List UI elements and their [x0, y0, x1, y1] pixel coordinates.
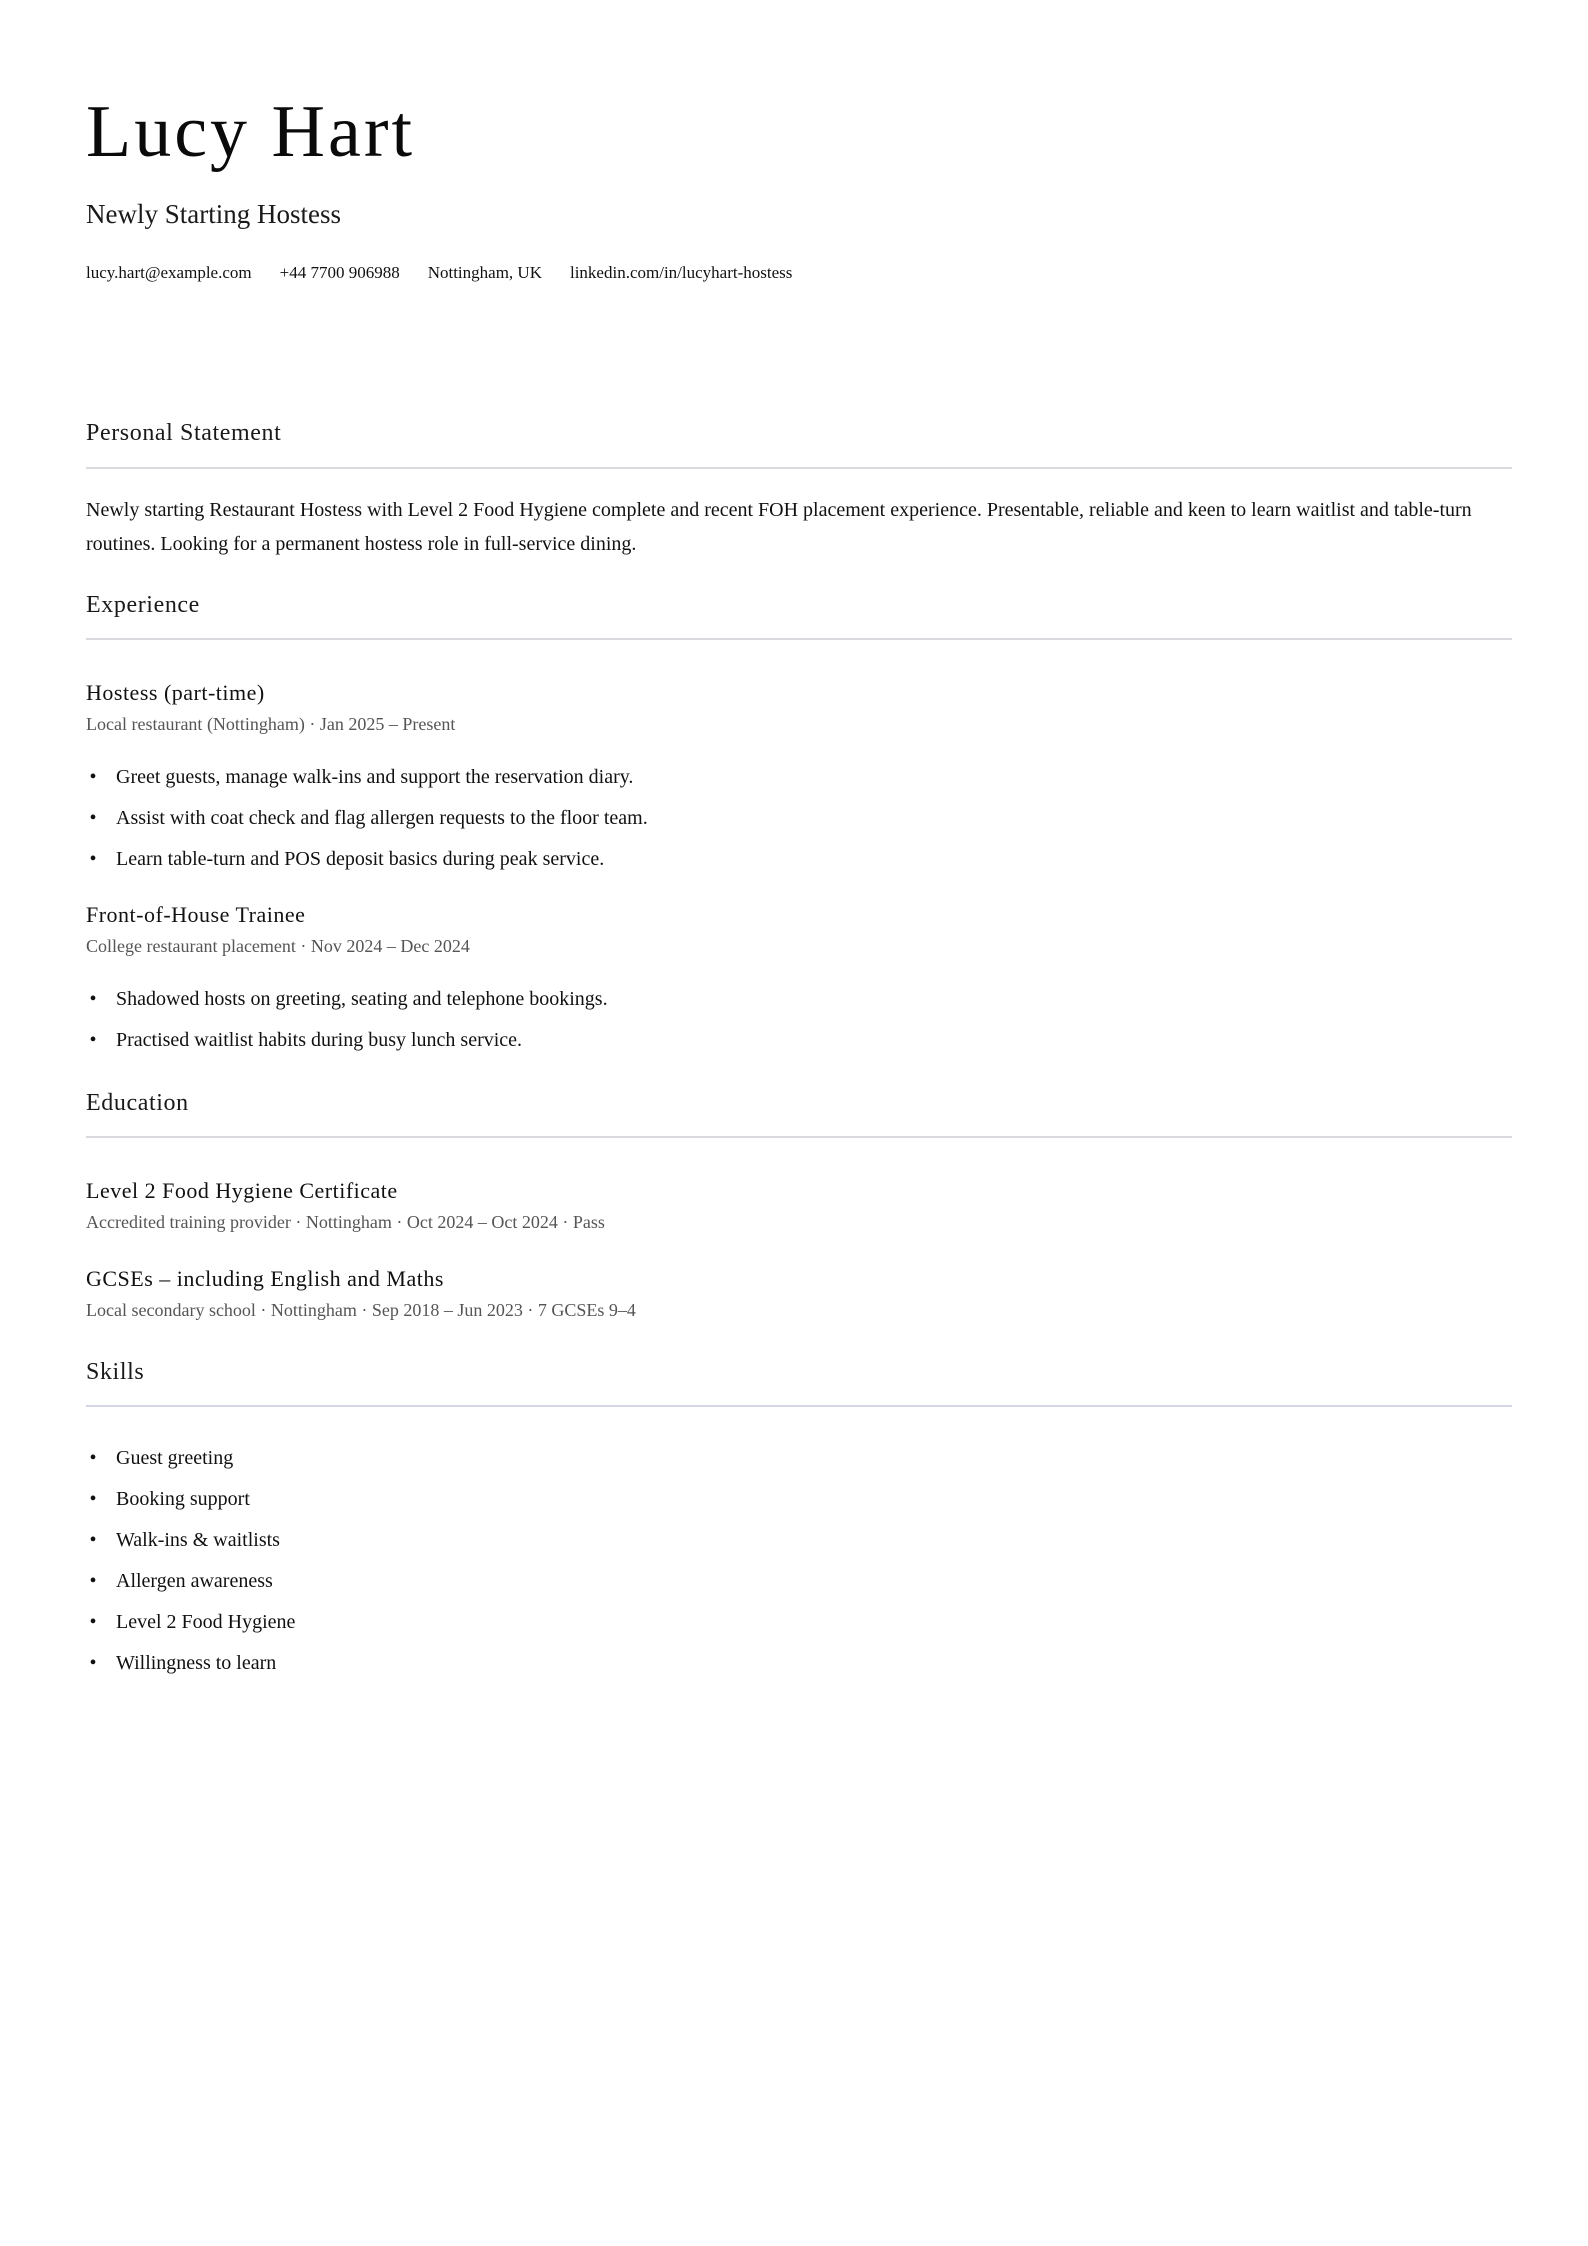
list-item: • Level 2 Food Hygiene — [86, 1602, 295, 1643]
candidate-name: Lucy Hart — [86, 91, 416, 173]
candidate-title: Newly Starting Hostess — [86, 199, 341, 229]
job-bullets — [86, 979, 608, 1061]
bullet-icon: • — [89, 1652, 97, 1674]
section-divider — [86, 638, 1512, 640]
list-item: • Booking support — [86, 1479, 295, 1520]
bullet-icon: • — [89, 1447, 97, 1469]
list-item: • Willingness to learn — [86, 1643, 295, 1684]
section-heading-experience: Experience — [86, 592, 200, 618]
education-title: Level 2 Food Hygiene Certificate — [86, 1178, 398, 1203]
education-meta: Accredited training provider · Nottingham · Oct 2024 – Oct 2024 · Pass — [86, 1212, 605, 1232]
contact-line — [86, 263, 792, 283]
bullet-icon: • — [89, 1570, 97, 1592]
list-item: • Allergen awareness — [86, 1561, 295, 1602]
education-meta: Local secondary school · Nottingham · Sep 2018 – Jun 2023 · 7 GCSEs 9–4 — [86, 1300, 636, 1320]
section-divider — [86, 1405, 1512, 1407]
section-divider — [86, 467, 1512, 469]
contact-linkedin[interactable]: linkedin.com/in/lucyhart-hostess — [569, 263, 793, 282]
education-title: GCSEs – including English and Maths — [86, 1266, 444, 1291]
job-title: Hostess (part-time) — [86, 680, 265, 705]
section-heading-education: Education — [86, 1090, 189, 1116]
list-item: • Shadowed hosts on greeting, seating and telephone bookings. — [86, 979, 608, 1020]
list-item: • Walk-ins & waitlists — [86, 1520, 295, 1561]
list-item: • Guest greeting — [86, 1438, 295, 1479]
job-bullets — [86, 757, 648, 880]
list-item: • Practised waitlist habits during busy lunch service. — [86, 1020, 608, 1061]
bullet-icon: • — [89, 1029, 97, 1051]
contact-email[interactable]: lucy.hart@example.com — [86, 263, 252, 282]
bullet-icon: • — [89, 1529, 97, 1551]
list-item: • Learn table-turn and POS deposit basics during peak service. — [86, 839, 648, 880]
section-heading-skills: Skills — [86, 1359, 145, 1385]
bullet-icon: • — [89, 848, 97, 870]
section-divider — [86, 1136, 1512, 1138]
personal-statement-text: Newly starting Restaurant Hostess with Level 2 Food Hygiene complete and recent FOH placement experience. Presentable, reliable and keen to learn waitlist and table-turn routines. Looking for a permanent hostess role in full-service dining. — [86, 499, 1472, 555]
contact-phone[interactable]: +44 7700 906988 — [279, 263, 400, 282]
skills-list — [86, 1438, 295, 1684]
bullet-icon: • — [89, 1488, 97, 1510]
list-item: • Assist with coat check and flag allergen requests to the floor team. — [86, 798, 648, 839]
bullet-icon: • — [89, 1611, 97, 1633]
bullet-icon: • — [89, 807, 97, 829]
bullet-icon: • — [89, 988, 97, 1010]
job-meta: Local restaurant (Nottingham) · Jan 2025 – Present — [86, 714, 456, 734]
contact-location: Nottingham, UK — [427, 263, 542, 282]
job-meta: College restaurant placement · Nov 2024 – Dec 2024 — [86, 936, 470, 956]
bullet-icon: • — [89, 766, 97, 788]
section-heading-personal-statement: Personal Statement — [86, 420, 282, 446]
job-title: Front-of-House Trainee — [86, 902, 306, 927]
list-item: • Greet guests, manage walk-ins and support the reservation diary. — [86, 757, 648, 798]
